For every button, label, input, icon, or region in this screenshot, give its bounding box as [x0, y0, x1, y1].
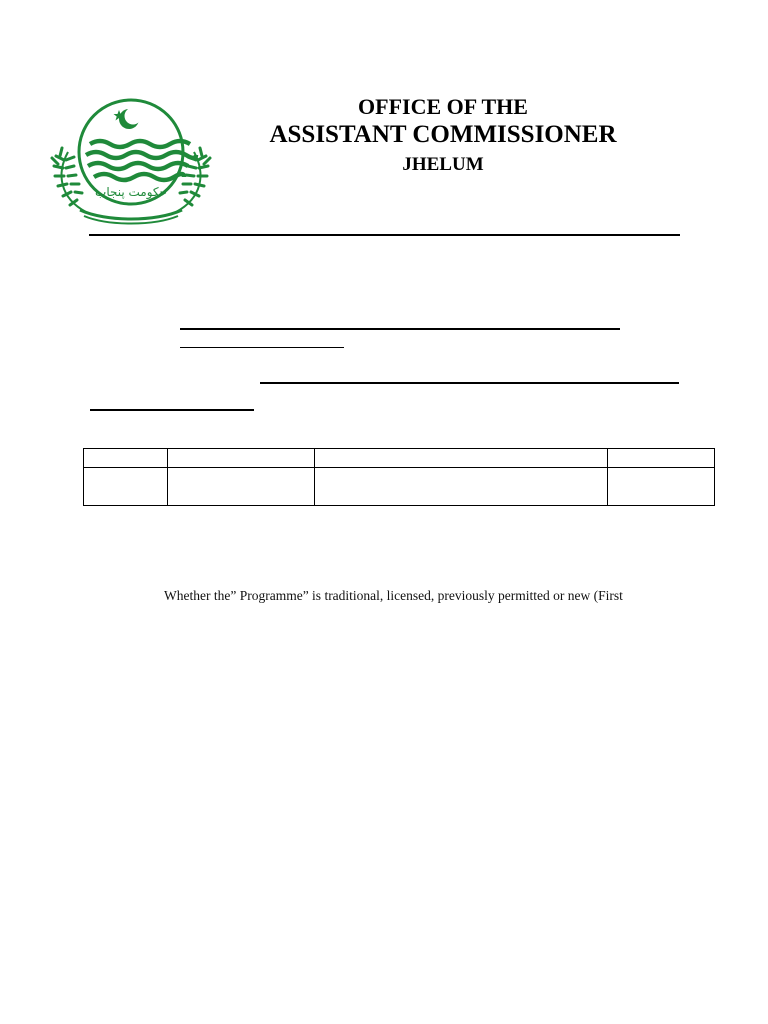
table-row	[84, 468, 715, 506]
body-paragraph: Whether the” Programme” is traditional, licensed, previously permitted or new (First	[164, 588, 623, 603]
header-assistant-commissioner: ASSISTANT COMMISSIONER	[269, 121, 617, 148]
header-office-of-the: OFFICE OF THE	[358, 94, 528, 119]
header-divider	[89, 234, 680, 236]
form-blank-line	[260, 382, 679, 384]
form-blank-line	[180, 347, 344, 348]
emblem-caption: حکومت پنجاب	[95, 185, 167, 199]
form-table	[83, 448, 715, 506]
form-blank-line	[90, 409, 254, 411]
table-cell	[168, 468, 315, 506]
header-jhelum: JHELUM	[402, 154, 484, 175]
table-row	[84, 449, 715, 468]
table-cell	[315, 468, 608, 506]
table-cell	[84, 449, 168, 468]
table-cell	[608, 468, 715, 506]
table-cell	[608, 449, 715, 468]
table-cell	[168, 449, 315, 468]
table-cell	[84, 468, 168, 506]
table-cell	[315, 449, 608, 468]
form-blank-line	[180, 328, 620, 330]
